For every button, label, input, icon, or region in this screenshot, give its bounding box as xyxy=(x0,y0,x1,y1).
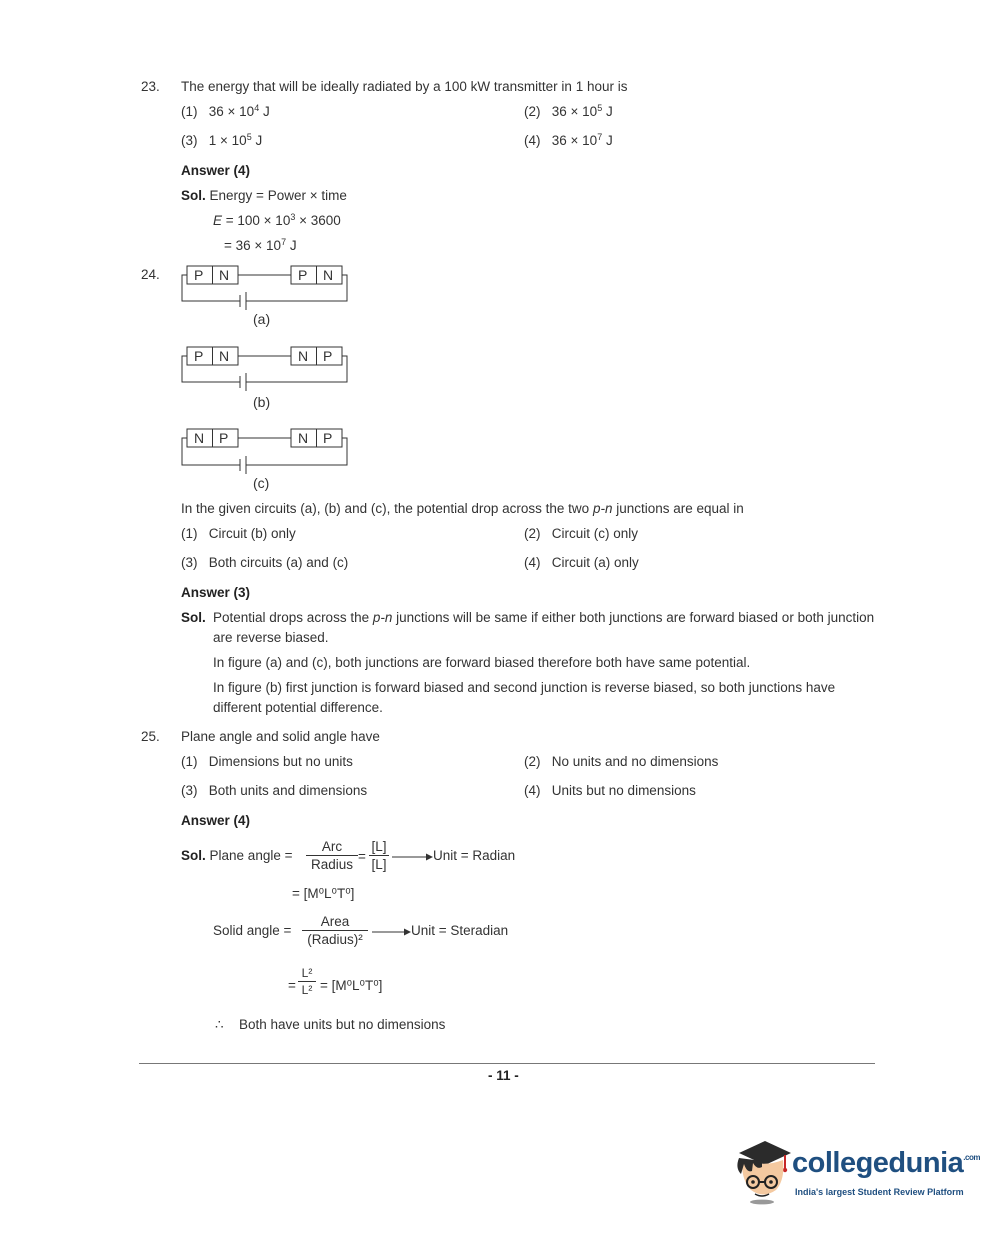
plane-angle-fraction xyxy=(306,839,358,872)
q24-solution-label: Sol. xyxy=(181,610,206,625)
circuit-a-label: (a) xyxy=(253,311,271,327)
circuit-c-left-1: N xyxy=(194,430,205,446)
l-squared-fraction: $\frac{\text{L²}}{\text{L²}}$ xyxy=(298,966,316,997)
q23-solution-line-3: = $36 \times 10^7$ J xyxy=(224,237,297,253)
brand-suffix: .com xyxy=(963,1153,980,1162)
q24-solution-paragraph-1: Potential drops across the p-n junctions will be same if either both junctions are forward biased or both junction are reverse biased. xyxy=(213,610,875,645)
therefore-symbol: ∴ xyxy=(215,1017,224,1032)
q24-option-4: (4) Circuit (a) only xyxy=(524,555,639,570)
q25-plane-angle-label: Sol. Plane angle = xyxy=(181,848,293,863)
dimension-fraction: $\frac{[L]}{[L]}$ xyxy=(369,839,389,872)
footer-divider xyxy=(139,1063,875,1064)
circuit-a-right-1: P xyxy=(298,267,308,283)
q24-answer: Answer (3) xyxy=(181,585,251,600)
circuit-a-diagram xyxy=(178,262,353,332)
circuit-c-right-1: N xyxy=(298,430,309,446)
q23-option-3: (3) $1 \times 10^5$ J xyxy=(181,132,263,148)
q23-option-1: (1) $36 \times 10^4$ J xyxy=(181,103,270,119)
q24-stem: In the given circuits (a), (b) and (c), the potential drop across the two p-n junctions are equal in xyxy=(181,501,744,516)
q23-solution-line-1: Sol. Energy = Power × time xyxy=(181,188,347,203)
arrow-right-icon xyxy=(371,927,411,937)
q24-option-3: (3) Both circuits (a) and (c) xyxy=(181,555,349,570)
circuit-b-left-2: N xyxy=(219,348,230,364)
q25-conclusion: Both have units but no dimensions xyxy=(239,1017,446,1032)
q24-solution-paragraph-2: In figure (a) and (c), both junctions are forward biased therefore both have same potential. xyxy=(213,655,751,670)
equals-sign: = xyxy=(358,849,366,864)
circuit-c-label: (c) xyxy=(253,475,270,491)
q23-stem: The energy that will be ideally radiated by a 100 kW transmitter in 1 hour is xyxy=(181,79,628,94)
arrow-right-icon xyxy=(391,852,433,862)
fraction-numerator: Arc xyxy=(306,839,358,856)
q25-solid-angle-label: Solid angle = xyxy=(213,923,292,938)
plane-angle-unit: Unit = Radian xyxy=(433,848,516,863)
q24-option-1: (1) Circuit (b) only xyxy=(181,526,296,541)
solid-angle-dimension: = [M⁰L⁰T⁰] xyxy=(320,978,383,993)
circuit-b-diagram xyxy=(178,343,353,413)
circuit-b-left-1: P xyxy=(194,348,204,364)
circuit-a-left-2: N xyxy=(219,267,230,283)
solid-angle-fraction xyxy=(302,914,368,947)
q24-option-2: (2) Circuit (c) only xyxy=(524,526,639,541)
circuit-c-right-2: P xyxy=(323,430,333,446)
fraction-numerator: Area xyxy=(302,914,368,931)
brand-logo[interactable] xyxy=(792,1147,980,1180)
brand-tagline: India's largest Student Review Platform xyxy=(795,1187,964,1197)
circuit-c-left-2: P xyxy=(219,430,229,446)
fraction-denominator: Radius xyxy=(310,857,354,872)
q23-option-2: (2) $36 \times 10^5$ J xyxy=(524,103,613,119)
q25-option-4: (4) Units but no dimensions xyxy=(524,783,696,798)
q25-answer: Answer (4) xyxy=(181,813,251,828)
plane-angle-dimension: = [M⁰L⁰T⁰] xyxy=(292,886,355,901)
collegedunia-mascot-icon xyxy=(733,1138,793,1208)
q25-stem: Plane angle and solid angle have xyxy=(181,729,380,744)
q24-number: 24. xyxy=(141,267,160,282)
circuit-b-right-1: N xyxy=(298,348,309,364)
q24-solution-paragraph-3: In figure (b) first junction is forward biased and second junction is reverse biased, so both junctions have different potential difference. xyxy=(213,680,836,715)
q25-number: 25. xyxy=(141,729,160,744)
q23-solution-line-2: $E = 100 \times 10^3 \times 3600$ xyxy=(213,212,341,228)
circuit-a-right-2: N xyxy=(323,267,334,283)
circuit-b-label: (b) xyxy=(253,394,271,410)
q25-option-2: (2) No units and no dimensions xyxy=(524,754,719,769)
solid-angle-unit: Unit = Steradian xyxy=(411,923,509,938)
fraction-denominator: (Radius)² xyxy=(307,932,363,947)
q23-option-4: (4) $36 \times 10^7$ J xyxy=(524,132,613,148)
page-number: - 11 - xyxy=(488,1068,519,1083)
circuit-c-diagram xyxy=(178,425,353,495)
brand-name: collegedunia xyxy=(792,1147,964,1179)
q25-option-3: (3) Both units and dimensions xyxy=(181,783,368,798)
circuit-a-left-1: P xyxy=(194,267,204,283)
q23-number: 23. xyxy=(141,79,160,94)
q23-answer: Answer (4) xyxy=(181,163,251,178)
equals-sign: = xyxy=(288,978,296,993)
q25-option-1: (1) Dimensions but no units xyxy=(181,754,353,769)
circuit-b-right-2: P xyxy=(323,348,333,364)
